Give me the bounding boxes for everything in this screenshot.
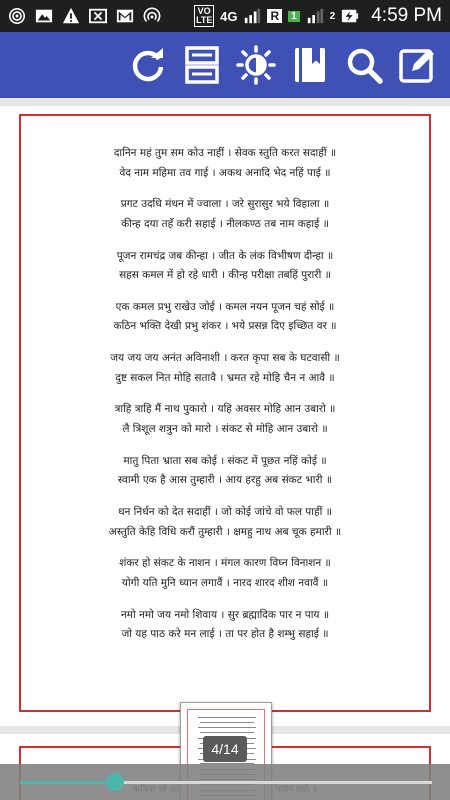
roaming-label: R xyxy=(267,9,282,23)
image-icon xyxy=(35,7,53,25)
hotspot-icon xyxy=(8,7,26,25)
verse-line: कठिन भक्ति देखी प्रभु शंकर । भये प्रसन्न दिए इच्छित वर ॥ xyxy=(113,320,337,333)
gmail-icon xyxy=(116,7,134,25)
seek-handle[interactable] xyxy=(106,773,124,791)
stanza xyxy=(19,606,431,645)
stanza xyxy=(19,195,431,234)
sim2-label: 2 xyxy=(329,10,336,22)
verse-line: धन निर्धन को देत सदाहीं । जो कोई जांचे वो फल पाहीं ॥ xyxy=(118,506,332,519)
verse-line: योगी यति मुनि ध्यान लगावैं । नारद शारद शीश नवावैं ॥ xyxy=(121,576,329,589)
stanza xyxy=(19,247,431,286)
volte-label: VO LTE xyxy=(196,6,213,25)
signal-2-icon xyxy=(306,7,324,25)
stanza xyxy=(19,144,431,183)
broadcast-icon xyxy=(143,7,161,25)
network-type-label: 4G xyxy=(220,8,238,24)
brightness-button[interactable] xyxy=(234,43,278,87)
page-indicator: 4/14 xyxy=(203,736,247,762)
verse-line: त्राहि त्राहि मैं नाथ पुकारो । यहि अवसर मोहि आन उबारो ॥ xyxy=(114,403,336,416)
brightness-icon xyxy=(236,45,276,85)
refresh-icon xyxy=(128,45,168,85)
bookmark-button[interactable] xyxy=(288,43,332,87)
warning-icon xyxy=(62,7,80,25)
stanza xyxy=(19,400,431,439)
verse-line: अस्तुति केहि विधि करौं तुम्हारी । क्षमहु नाथ अब चूक हमारी ॥ xyxy=(108,525,342,538)
document-viewport[interactable] xyxy=(0,98,450,800)
verse-line: लै त्रिशूल शत्रुन को मारो । संकट से मोहि आन उबारो ॥ xyxy=(122,422,328,435)
stanza xyxy=(19,349,431,388)
verse-line: जो यह पाठ करे मन लाई । ता पर होत है शम्भु सहाई ॥ xyxy=(121,628,329,641)
stanza xyxy=(19,503,431,542)
verse-line: सहस कमल में हो रहे धारी । कीन्ह परीक्षा तबहिं पुरारी ॥ xyxy=(119,269,331,282)
clock: 4:59 PM xyxy=(371,5,442,26)
verse-line: स्वामी एक है आस तुम्हारी । आय हरहु अब संकट भारी ॥ xyxy=(117,474,333,487)
verse-line: मातु पिता भ्राता सब कोई । संकट में पूछत नहिं कोई ॥ xyxy=(123,454,327,467)
stanza xyxy=(19,554,431,593)
view-mode-button[interactable] xyxy=(180,43,224,87)
verse-line: दानिन महं तुम सम कोउ नाहीं । सेवक स्तुति करत सदाहीं ॥ xyxy=(113,147,337,159)
verse-line: वेद नाम महिमा तव गाई । अकथ अनादि भेद नहिं पाई ॥ xyxy=(119,166,331,179)
verse-line: जय जय जय अनंत अविनाशी । करत कृपा सब के घटवासी ॥ xyxy=(110,352,340,365)
pdf-page xyxy=(0,106,450,726)
notification-icons xyxy=(8,7,161,25)
stanza xyxy=(19,298,431,337)
refresh-button[interactable] xyxy=(126,43,170,87)
seek-track[interactable] xyxy=(20,781,432,784)
status-bar xyxy=(0,0,450,32)
verse-block xyxy=(19,144,431,657)
sim-x-icon xyxy=(89,7,107,25)
edit-icon xyxy=(398,45,438,85)
verse-line: कीन्ह दया तहँ करी सहाई । नीलकण्ठ तब नाम कहाई ॥ xyxy=(121,217,329,230)
search-button[interactable] xyxy=(342,43,386,87)
verse-line: प्रगट उदधि मंथन में ज्वाला । जरे सुरासुर भये विहाला ॥ xyxy=(120,198,330,211)
verse-line: नमो नमो जय नमो शिवाय । सुर ब्रह्मादिक पार न पाय ॥ xyxy=(120,608,330,621)
page-seek-bar[interactable] xyxy=(0,764,450,800)
battery-charging-icon xyxy=(341,7,359,25)
verse-line: पूजन रामचंद्र जब कीन्हा । जीत के लंक विभीषण दीन्हा ॥ xyxy=(116,249,334,262)
bookmark-icon xyxy=(290,45,330,85)
sim1-label: 1 xyxy=(288,11,300,22)
signal-1-icon xyxy=(243,7,261,25)
thumbnail-text-line xyxy=(198,727,256,728)
verse-line: एक कमल प्रभु राखेउ जोई । कमल नयन पूजन चहं सोई ॥ xyxy=(115,300,335,313)
system-indicators xyxy=(194,5,442,27)
verse-line: दुष्ट सकल नित मोहि सतावै । भ्रमत रहे मोहि चैन न आवै ॥ xyxy=(115,371,335,384)
view-mode-icon xyxy=(182,45,222,85)
stanza xyxy=(19,452,431,491)
thumbnail-text-line xyxy=(198,717,256,718)
thumbnail-text-line xyxy=(200,732,254,733)
verse-line: शंकर हो संकट के नाशन । मंगल कारण विघ्न विनाशन ॥ xyxy=(119,557,331,570)
seek-progress xyxy=(20,781,115,784)
thumbnail-text-line xyxy=(200,722,254,723)
search-icon xyxy=(344,45,384,85)
app-toolbar xyxy=(0,32,450,98)
edit-button[interactable] xyxy=(396,43,440,87)
